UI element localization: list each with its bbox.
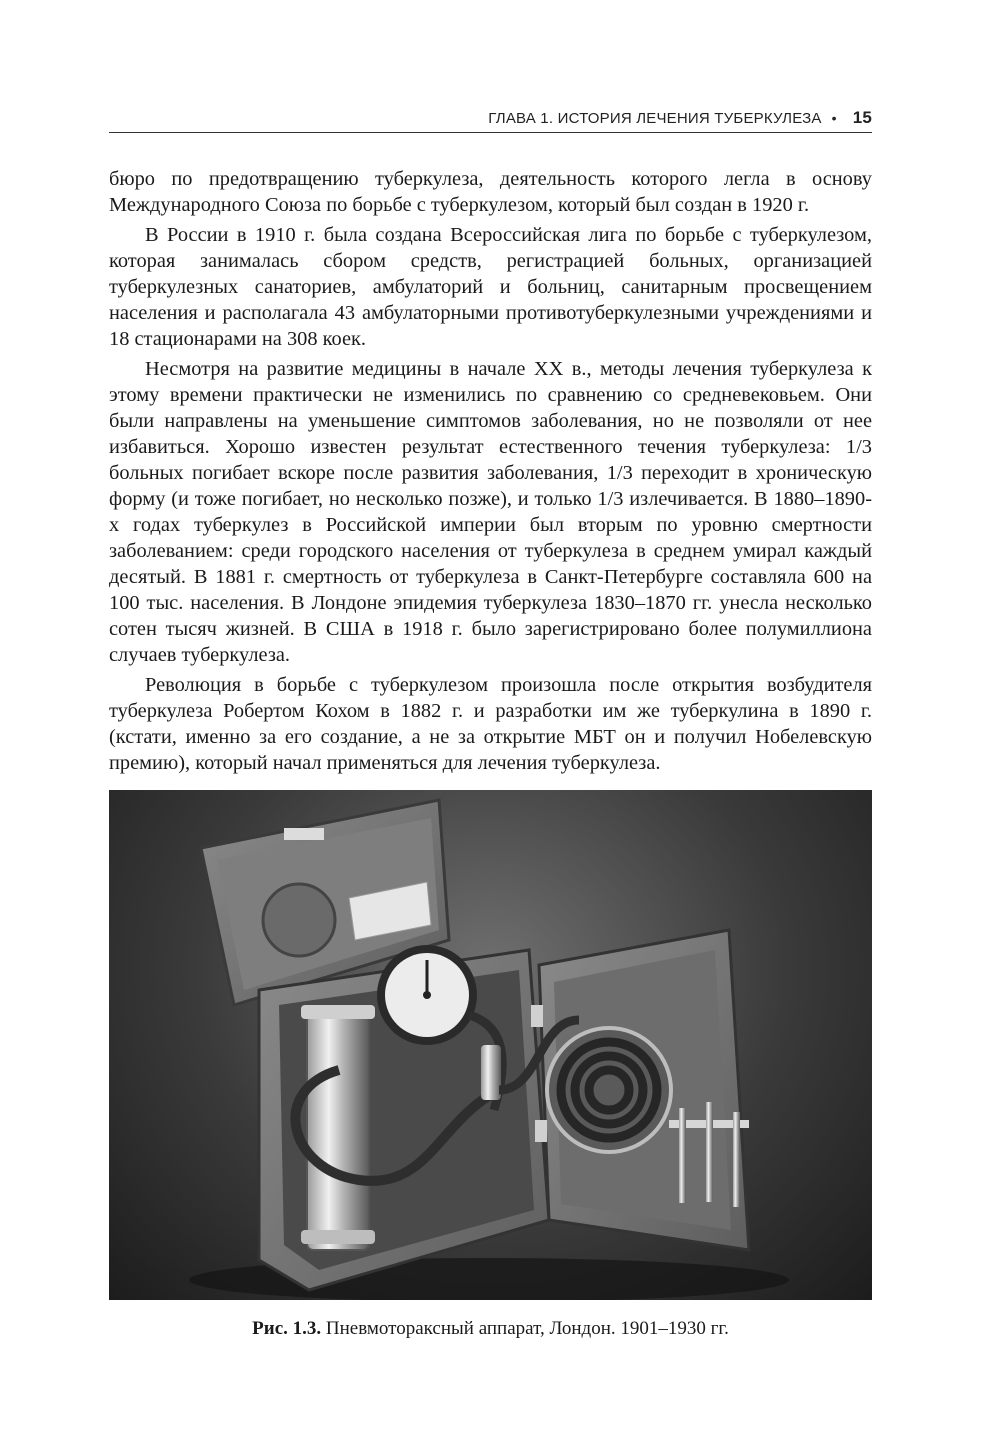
gauge-pivot (423, 991, 431, 999)
figure-caption-label: Рис. 1.3. (252, 1318, 322, 1339)
lid-name-plate (284, 828, 324, 840)
trocar-needle-1 (679, 1108, 686, 1203)
figure-caption-text: Пневмотораксный аппарат, Лондон. 1901–1930 гг. (321, 1318, 729, 1339)
gas-cylinder (307, 1010, 369, 1250)
page-number: 15 (852, 108, 872, 127)
running-header (109, 104, 872, 133)
cylinder-base (301, 1230, 375, 1244)
paragraph-3: Несмотря на развитие медицины в начале XX в., методы лечения туберкулеза к этому времени практически не изменились по сравнению со средневековьем. Они были направлены на уменьшение симптомов заболевания, но не позволяли от нее избавиться. Хорошо известен результат естественного течения туберкулеза: 1/3 больных погибает вскоре после развития заболевания, 1/3 переходит в хроническую форму (и тоже погибает, но несколько позже), и только 1/3 излечивается. В 1880–1890-х годах туберкулез в Российской империи был вторым по уровню смертности заболеванием: среди городского населения от туберкулеза в среднем умирал каждый десятый. В 1881 г. смертность от туберкулеза в Санкт-Петербурге составляла 600 на 100 тыс. населения. В Лондоне эпидемия туберкулеза 1830–1870 гг. унесла несколько сотен тысяч жизней. В США в 1918 г. было зарегистрировано более полумиллиона случаев туберкулеза. (109, 358, 872, 666)
trocar-needle-2 (706, 1102, 713, 1202)
lid-round-recess (263, 884, 335, 956)
hinge-top (531, 1005, 543, 1027)
coil-ring (547, 1028, 671, 1152)
figure-photo-pneumothorax-apparatus (109, 790, 872, 1300)
hinge-bottom (535, 1120, 547, 1142)
glass-valve (481, 1045, 501, 1100)
header-bullet: • (831, 110, 837, 126)
paragraph-1: бюро по предотвращению туберкулеза, деятельность которого легла в основу Международного Союза по борьбе с туберкулезом, который был создан в 1920 г. (109, 168, 872, 216)
apparatus-illustration (109, 790, 872, 1300)
figure-caption (109, 1318, 872, 1340)
cylinder-cap (301, 1005, 375, 1019)
paragraph-4: Революция в борьбе с туберкулезом произошла после открытия возбудителя туберкулеза Робертом Кохом в 1882 г. и разработки им же туберкулина в 1890 г. (кстати, именно за его создание, а не за открытие МБТ он и получил Нобелевскую премию), который начал применяться для лечения туберкулеза. (109, 674, 872, 774)
trocar-needle-3 (733, 1112, 740, 1207)
paragraph-2: В России в 1910 г. была создана Всероссийская лига по борьбе с туберкулезом, которая занималась сбором средств, регистрацией больных, организацией туберкулезных санаториев, амбулаторий и больниц, санитарным просвещением населения и располагала 43 амбулаторными противотуберкулезными учреждениями и 18 стационарами на 308 коек. (109, 224, 872, 350)
body-text (109, 166, 872, 780)
chapter-title: ГЛАВА 1. ИСТОРИЯ ЛЕЧЕНИЯ ТУБЕРКУЛЕЗА (488, 109, 822, 127)
